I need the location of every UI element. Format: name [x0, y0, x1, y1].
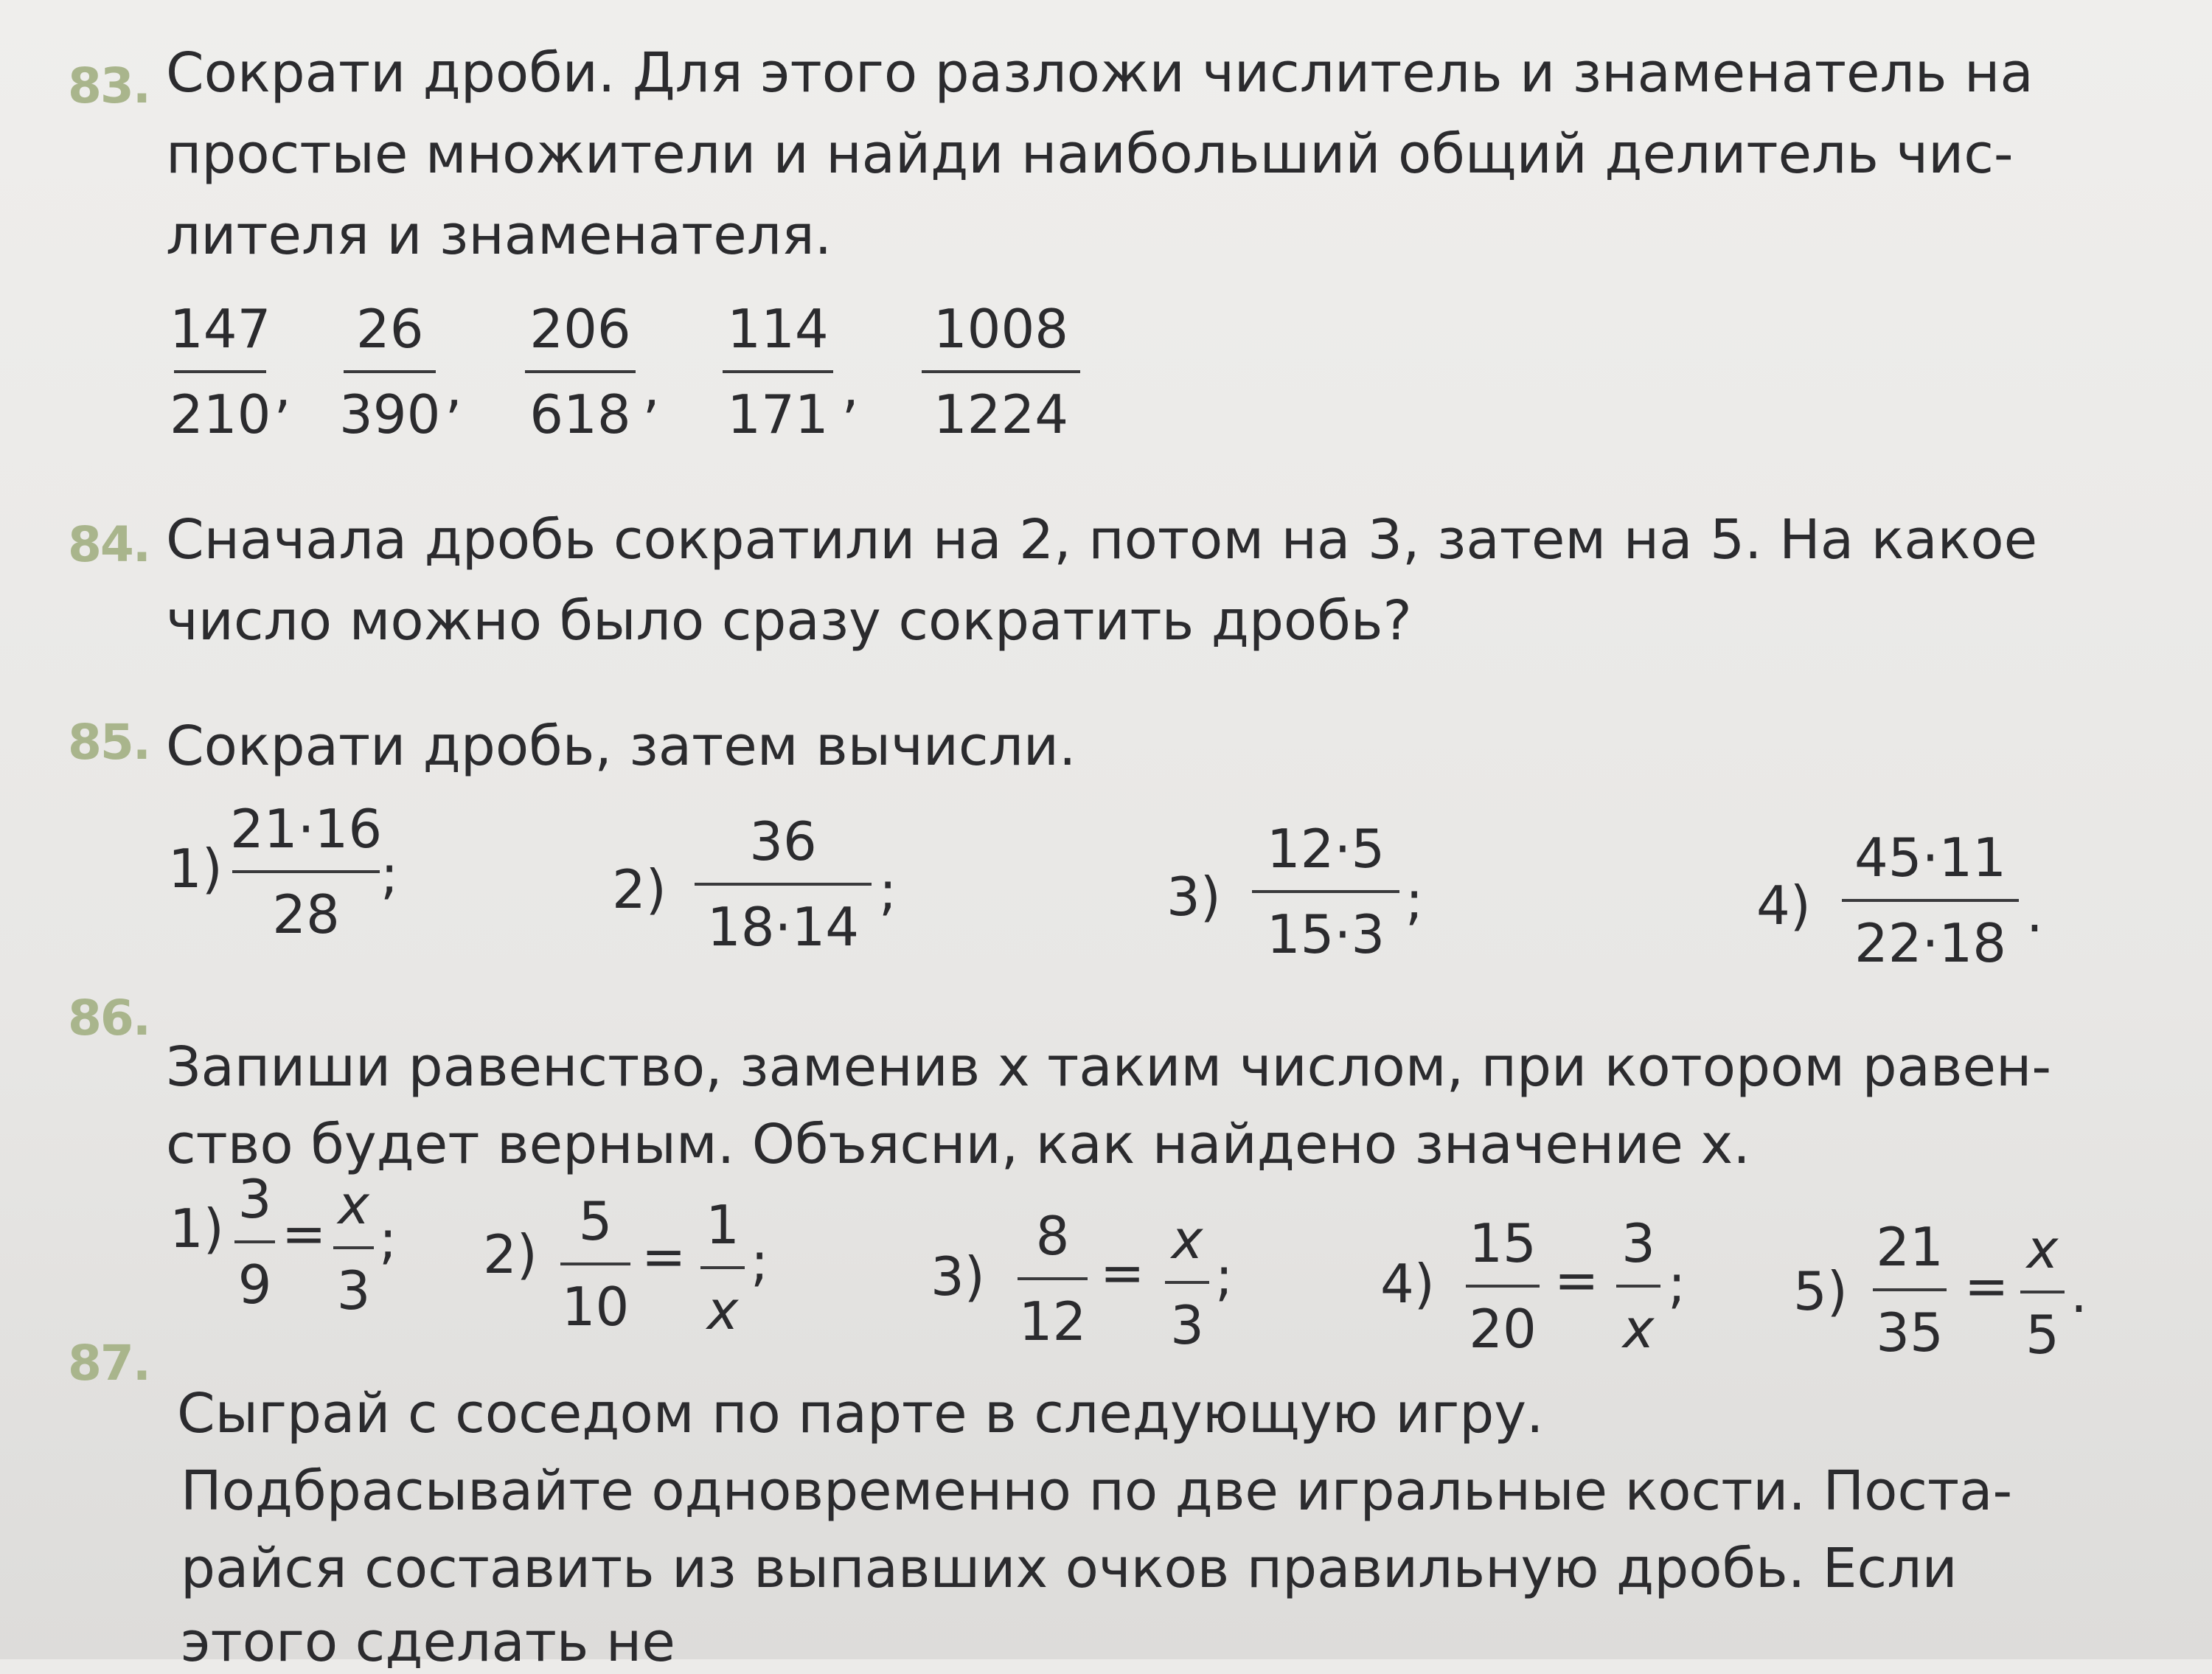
denominator: 15·3 [1266, 903, 1385, 965]
numerator: 3 [237, 1168, 272, 1230]
fraction-bar [174, 370, 266, 373]
item-label: 4) [1756, 875, 1811, 937]
denominator: 35 [1876, 1302, 1944, 1364]
numerator: x [1171, 1209, 1203, 1271]
fraction-bar [525, 370, 636, 373]
fraction [1466, 1212, 1540, 1360]
denominator: 5 [2025, 1304, 2059, 1366]
exercise-text-line: райся составить из выпавших очков правильную дробь. Если [181, 1537, 1958, 1600]
denominator: 1224 [933, 383, 1069, 445]
fraction [1165, 1209, 1209, 1356]
numerator: x [2026, 1218, 2059, 1280]
denominator: x [706, 1279, 739, 1341]
equals-sign: = [1100, 1242, 1145, 1304]
item-label: 3) [931, 1246, 985, 1307]
fraction-bar [2020, 1291, 2065, 1293]
semicolon: ; [380, 844, 399, 906]
fraction [230, 798, 383, 945]
fraction-bar [333, 1246, 374, 1249]
fraction [723, 298, 833, 445]
denominator: 171 [727, 383, 829, 445]
fraction-bar [695, 883, 872, 886]
fraction [1252, 818, 1399, 965]
equals-sign: = [282, 1203, 327, 1265]
denominator: 20 [1469, 1298, 1537, 1360]
fraction-bar [1165, 1281, 1209, 1284]
fraction [1842, 827, 2019, 974]
period: . [2026, 882, 2043, 944]
fraction-bar [1466, 1285, 1540, 1288]
exercise-text-line: Сократи дроби. Для этого разложи числитель и знаменатель на [166, 41, 2034, 105]
comma: , [274, 357, 291, 419]
exercise-text-line: ство будет верным. Объясни, как найдено значение x. [166, 1113, 1750, 1176]
denominator: 12 [1018, 1291, 1087, 1352]
denominator: 3 [1170, 1294, 1204, 1356]
fraction [1018, 1205, 1088, 1352]
exercise-text-line: Сократи дробь, затем вычисли. [166, 715, 1077, 778]
fraction [1873, 1216, 1947, 1364]
semicolon: ; [1668, 1253, 1686, 1315]
fraction-bar [723, 370, 833, 373]
numerator: 1 [706, 1194, 740, 1256]
semicolon: ; [1405, 869, 1424, 931]
fraction-bar [234, 1240, 275, 1243]
fraction-bar [1842, 899, 2019, 902]
fraction [922, 298, 1080, 445]
denominator: 390 [339, 383, 441, 445]
fraction [333, 1174, 374, 1322]
fraction [1616, 1212, 1660, 1360]
denominator: 9 [237, 1254, 272, 1316]
fraction [560, 1190, 630, 1338]
period: . [2070, 1263, 2087, 1324]
fraction-bar [1873, 1288, 1947, 1291]
item-label: 2) [612, 858, 667, 920]
equals-sign: = [1554, 1249, 1599, 1311]
fraction [695, 810, 872, 958]
exercise-number: 85. [68, 714, 150, 771]
semicolon: ; [751, 1231, 769, 1293]
exercise-number: 83. [68, 58, 150, 114]
fraction-bar [232, 870, 380, 873]
exercise-text-line: простые множители и найди наибольший общий делитель чис- [166, 122, 2014, 186]
numerator: 21·16 [230, 798, 383, 860]
numerator: 45·11 [1854, 827, 2007, 889]
fraction-bar [700, 1266, 745, 1269]
exercise-text-line: Подбрасывайте одновременно по две игральные кости. Поста- [181, 1459, 2013, 1523]
numerator: 5 [578, 1190, 613, 1252]
numerator: 206 [529, 298, 631, 360]
denominator: 28 [272, 883, 340, 945]
semicolon: ; [379, 1209, 397, 1271]
equals-sign: = [1964, 1255, 2009, 1317]
numerator: 147 [170, 298, 271, 360]
fraction-bar [922, 370, 1080, 373]
denominator: 210 [170, 383, 271, 445]
exercise-text-line: Сыграй с соседом по парте в следующую игру. [177, 1382, 1544, 1445]
semicolon: ; [879, 860, 897, 922]
numerator: 21 [1876, 1216, 1944, 1278]
denominator: 22·18 [1854, 912, 2007, 974]
comma: , [445, 357, 462, 419]
numerator: 3 [1621, 1212, 1655, 1274]
item-label: 2) [483, 1223, 538, 1285]
exercise-number: 86. [68, 990, 150, 1046]
fraction-bar [1252, 890, 1399, 893]
numerator: 12·5 [1266, 818, 1385, 880]
denominator: 10 [561, 1276, 630, 1338]
exercise-number: 87. [68, 1335, 150, 1392]
exercise-text-line: лителя и знаменателя. [166, 204, 832, 267]
denominator: 618 [529, 383, 631, 445]
fraction [339, 298, 441, 445]
comma: , [842, 357, 859, 419]
fraction-bar [344, 370, 436, 373]
comma: , [643, 357, 660, 419]
fraction-bar [1616, 1285, 1660, 1288]
exercise-text-line: Сначала дробь сократили на 2, потом на 3, затем на 5. На какое [166, 508, 2038, 572]
equals-sign: = [641, 1226, 686, 1288]
item-label: 5) [1793, 1260, 1848, 1322]
numerator: 1008 [933, 298, 1069, 360]
numerator: 15 [1469, 1212, 1537, 1274]
fraction [170, 298, 271, 445]
item-label: 1) [168, 838, 223, 900]
fraction [234, 1168, 275, 1316]
fraction [525, 298, 636, 445]
exercise-text-line: число можно было сразу сократить дробь? [166, 589, 1412, 653]
denominator: 18·14 [706, 896, 860, 958]
denominator: 3 [336, 1260, 371, 1322]
numerator: x [338, 1174, 369, 1236]
exercise-number: 84. [68, 516, 150, 573]
item-label: 4) [1380, 1253, 1435, 1315]
fraction [2020, 1218, 2065, 1366]
numerator: 26 [355, 298, 424, 360]
numerator: 114 [727, 298, 829, 360]
fraction-bar [560, 1263, 630, 1265]
exercise-text-line: Запиши равенство, заменив x таким числом, при котором равен- [166, 1035, 2052, 1099]
exercise-text-line: этого сделать не [181, 1611, 675, 1674]
item-label: 3) [1166, 866, 1221, 928]
fraction [700, 1194, 745, 1341]
denominator: x [1622, 1298, 1655, 1360]
fraction-bar [1018, 1277, 1088, 1280]
item-label: 1) [170, 1198, 224, 1260]
numerator: 8 [1035, 1205, 1070, 1267]
semicolon: ; [1215, 1246, 1234, 1307]
numerator: 36 [749, 810, 817, 872]
